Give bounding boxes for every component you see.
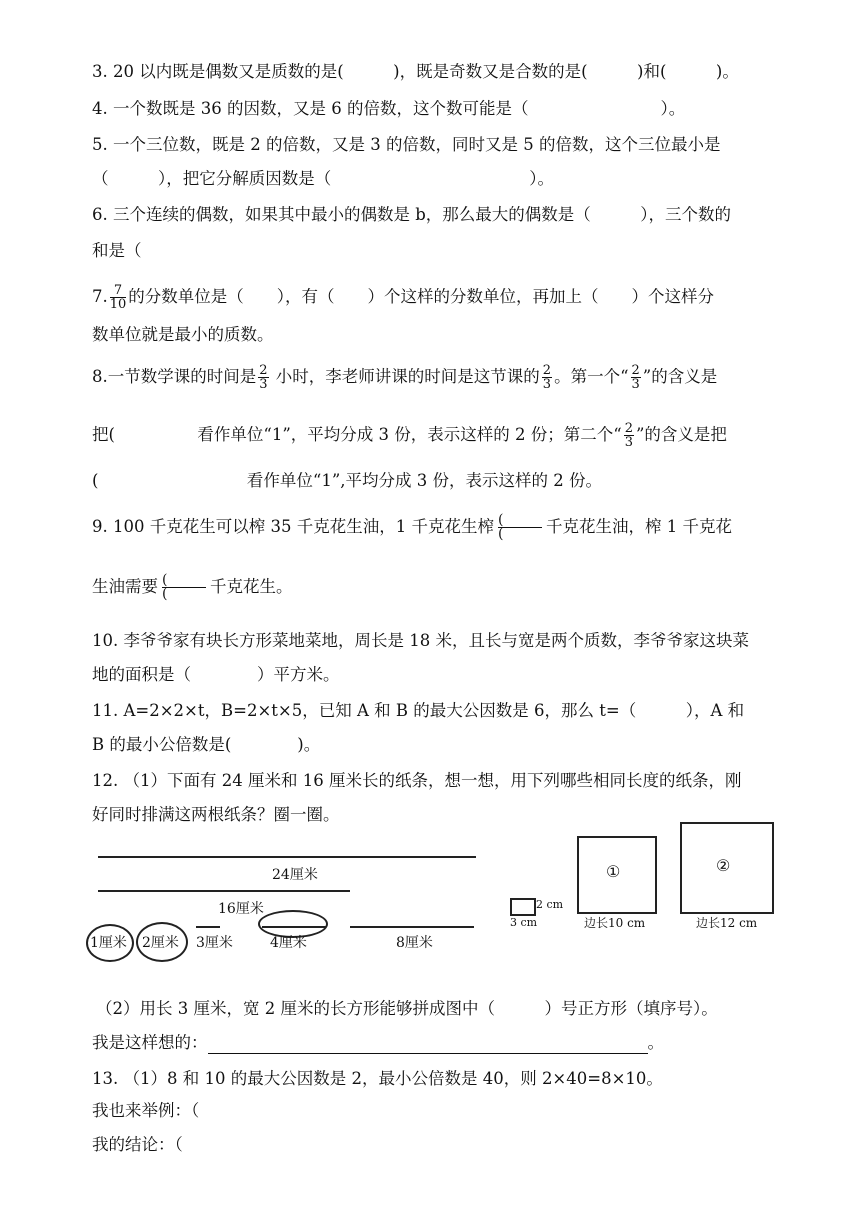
strip-8cm [350,926,474,928]
strip-option-2cm[interactable]: 2厘米 [142,935,179,951]
strip-3cm [196,926,220,928]
question-8-line1: 8.一节数学课的时间是 $\frac{2}{3}$ 小时，李老师讲课的时间是这节课的 $\frac{2}{3}$ 。第一个“ $\frac{2}{3}$ ”的含义是 [92,363,718,392]
question-12-line1: 12. （1）下面有 24 厘米和 16 厘米长的纸条，想一想，用下列哪些相同长度的纸条，刚 [92,771,742,790]
answer-line[interactable] [208,1037,648,1054]
question-8-line3: ( 看作单位“1”,平均分成 3 份，表示这样的 2 份。 [92,471,603,490]
strip-24cm-label: 24厘米 [272,867,318,883]
question-5-line1: 5. 一个三位数，既是 2 的倍数，又是 3 的倍数，同时又是 5 的倍数，这个三位最小是 [92,135,721,154]
question-10-line1: 10. 李爷爷家有块长方形菜地菜地，周长是 18 米，且长与宽是两个质数，李爷爷家这块菜 [92,631,749,650]
question-6-line1: 6. 三个连续的偶数，如果其中最小的偶数是 b，那么最大的偶数是（ ），三个数的 [92,205,732,224]
strip-16cm [98,890,350,892]
question-13-example: 我也来举例：（ [92,1101,200,1120]
fraction-2-3: $\frac{2}{3}$ [624,421,633,450]
question-4: 4. 一个数既是 36 的因数，又是 6 的倍数，这个数可能是（ ）。 [92,99,686,118]
rect-height-label: 2 cm [536,898,564,911]
blank-fraction[interactable]: ( ( [498,514,542,541]
square-2-mark: ② [716,856,731,875]
question-10-line2: 地的面积是（ ）平方米。 [92,665,340,684]
blank-fraction[interactable]: ( ( [162,574,206,601]
strip-24cm [98,856,476,858]
question-8-line2: 把( 看作单位“1”，平均分成 3 份，表示这样的 2 份；第二个“ $\frac{2}{3}$ ”的含义是把 [92,421,727,450]
question-3: 3. 20 以内既是偶数又是质数的是( )，既是奇数又是合数的是( )和( )。 [92,62,739,81]
fraction-2-3: $\frac{2}{3}$ [259,363,268,392]
question-9-line2: 生油需要 ( ( 千克花生。 [92,572,293,602]
strip-option-4cm[interactable]: 4厘米 [270,935,307,951]
fraction-2-3: $\frac{2}{3}$ [542,363,552,392]
fraction-7-10: $\frac{7}{10}$ [109,283,127,312]
strip-option-3cm[interactable]: 3厘米 [196,935,233,951]
rect-width-label: 3 cm [510,916,538,929]
square-1-label: 边长10 cm [584,916,646,930]
small-rectangle [510,898,536,916]
strip-option-8cm[interactable]: 8厘米 [396,935,433,951]
question-12-line2: 好同时排满这两根纸条？圈一圈。 [92,805,340,824]
strip-16cm-label: 16厘米 [218,901,264,917]
question-7-line1: 7. $\frac{7}{10}$ 的分数单位是（ ），有（ ）个这样的分数单位，再加上（ ）个这样分 [92,283,715,312]
question-13-conclusion: 我的结论：（ [92,1135,183,1154]
question-6-line2: 和是（ [92,241,142,260]
question-11-line2: B 的最小公倍数是( )。 [92,735,321,754]
fraction-2-3: $\frac{2}{3}$ [631,363,640,392]
strip-option-1cm[interactable]: 1厘米 [90,935,127,951]
question-12-thinking: 我是这样想的： 。 [92,1033,664,1052]
square-2-label: 边长12 cm [696,916,758,930]
question-11-line1: 11. A=2×2×t，B=2×t×5，已知 A 和 B 的最大公因数是 6，那么 t=（ ），A 和 [92,701,745,720]
question-5-line2: （ ），把它分解质因数是（ ）。 [92,169,554,188]
question-7-line2: 数单位就是最小的质数。 [92,325,274,344]
question-13-line1: 13. （1）8 和 10 的最大公因数是 2，最小公倍数是 40，则 2×40=8×10。 [92,1069,663,1088]
question-9-line1: 9. 100 千克花生可以榨 35 千克花生油，1 千克花生榨 ( ( 千克花生油，榨 1 千克花 [92,512,732,542]
question-12-part2: （2）用长 3 厘米，宽 2 厘米的长方形能够拼成图中（ ）号正方形（填序号）。 [96,999,718,1018]
square-1-mark: ① [606,862,621,881]
